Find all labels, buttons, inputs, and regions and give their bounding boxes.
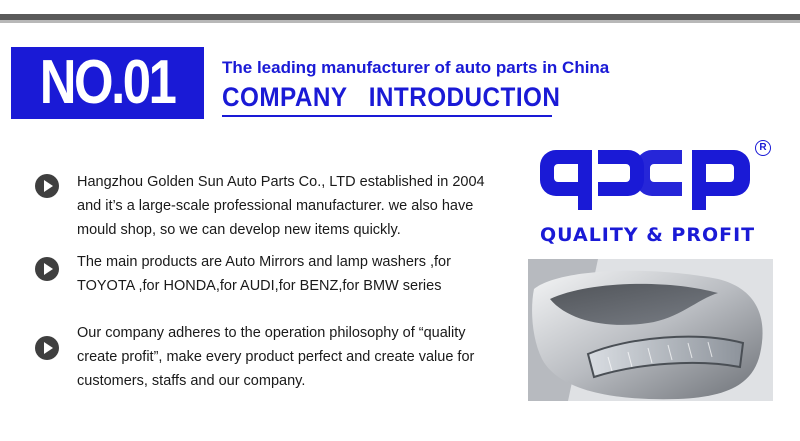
bullet-line: Hangzhou Golden Sun Auto Parts Co., LTD established in 2004 — [77, 174, 485, 190]
car-mirror-photo — [528, 259, 773, 401]
bullet-text — [77, 250, 547, 298]
top-divider — [0, 0, 800, 24]
side-mirror-image-icon — [528, 259, 773, 401]
bullet-text — [77, 321, 547, 393]
title-underline — [222, 115, 552, 117]
divider-light — [0, 20, 800, 23]
section-number: NO.01 — [40, 48, 175, 117]
bullet-line: and it’s a large-scale professional manufacturer. we also have — [77, 198, 474, 214]
bullet-line: create profit”, make every product perfect and create value for — [77, 349, 475, 365]
logo-tagline: QUALITY & PROFIT — [540, 224, 756, 246]
section-title: COMPANY INTRODUCTION — [222, 82, 561, 112]
play-bullet-icon — [35, 174, 59, 198]
bullet-line: Our company adheres to the operation philosophy of “quality — [77, 325, 466, 341]
bullet-line: mould shop, so we can develop new items quickly. — [77, 222, 401, 238]
play-bullet-icon — [35, 336, 59, 360]
section-number-badge — [11, 47, 204, 119]
bullet-line: customers, staffs and our company. — [77, 373, 306, 389]
registered-mark: R — [755, 140, 771, 156]
company-logo — [536, 138, 776, 250]
section-subtitle: The leading manufacturer of auto parts in China — [222, 58, 610, 77]
bullet-text — [77, 170, 547, 242]
qxcp-logo-mark-icon — [536, 138, 754, 218]
bullet-line: TOYOTA ,for HONDA,for AUDI,for BENZ,for BMW series — [77, 278, 442, 294]
play-bullet-icon — [35, 257, 59, 281]
bullet-line: The main products are Auto Mirrors and lamp washers ,for — [77, 254, 451, 270]
